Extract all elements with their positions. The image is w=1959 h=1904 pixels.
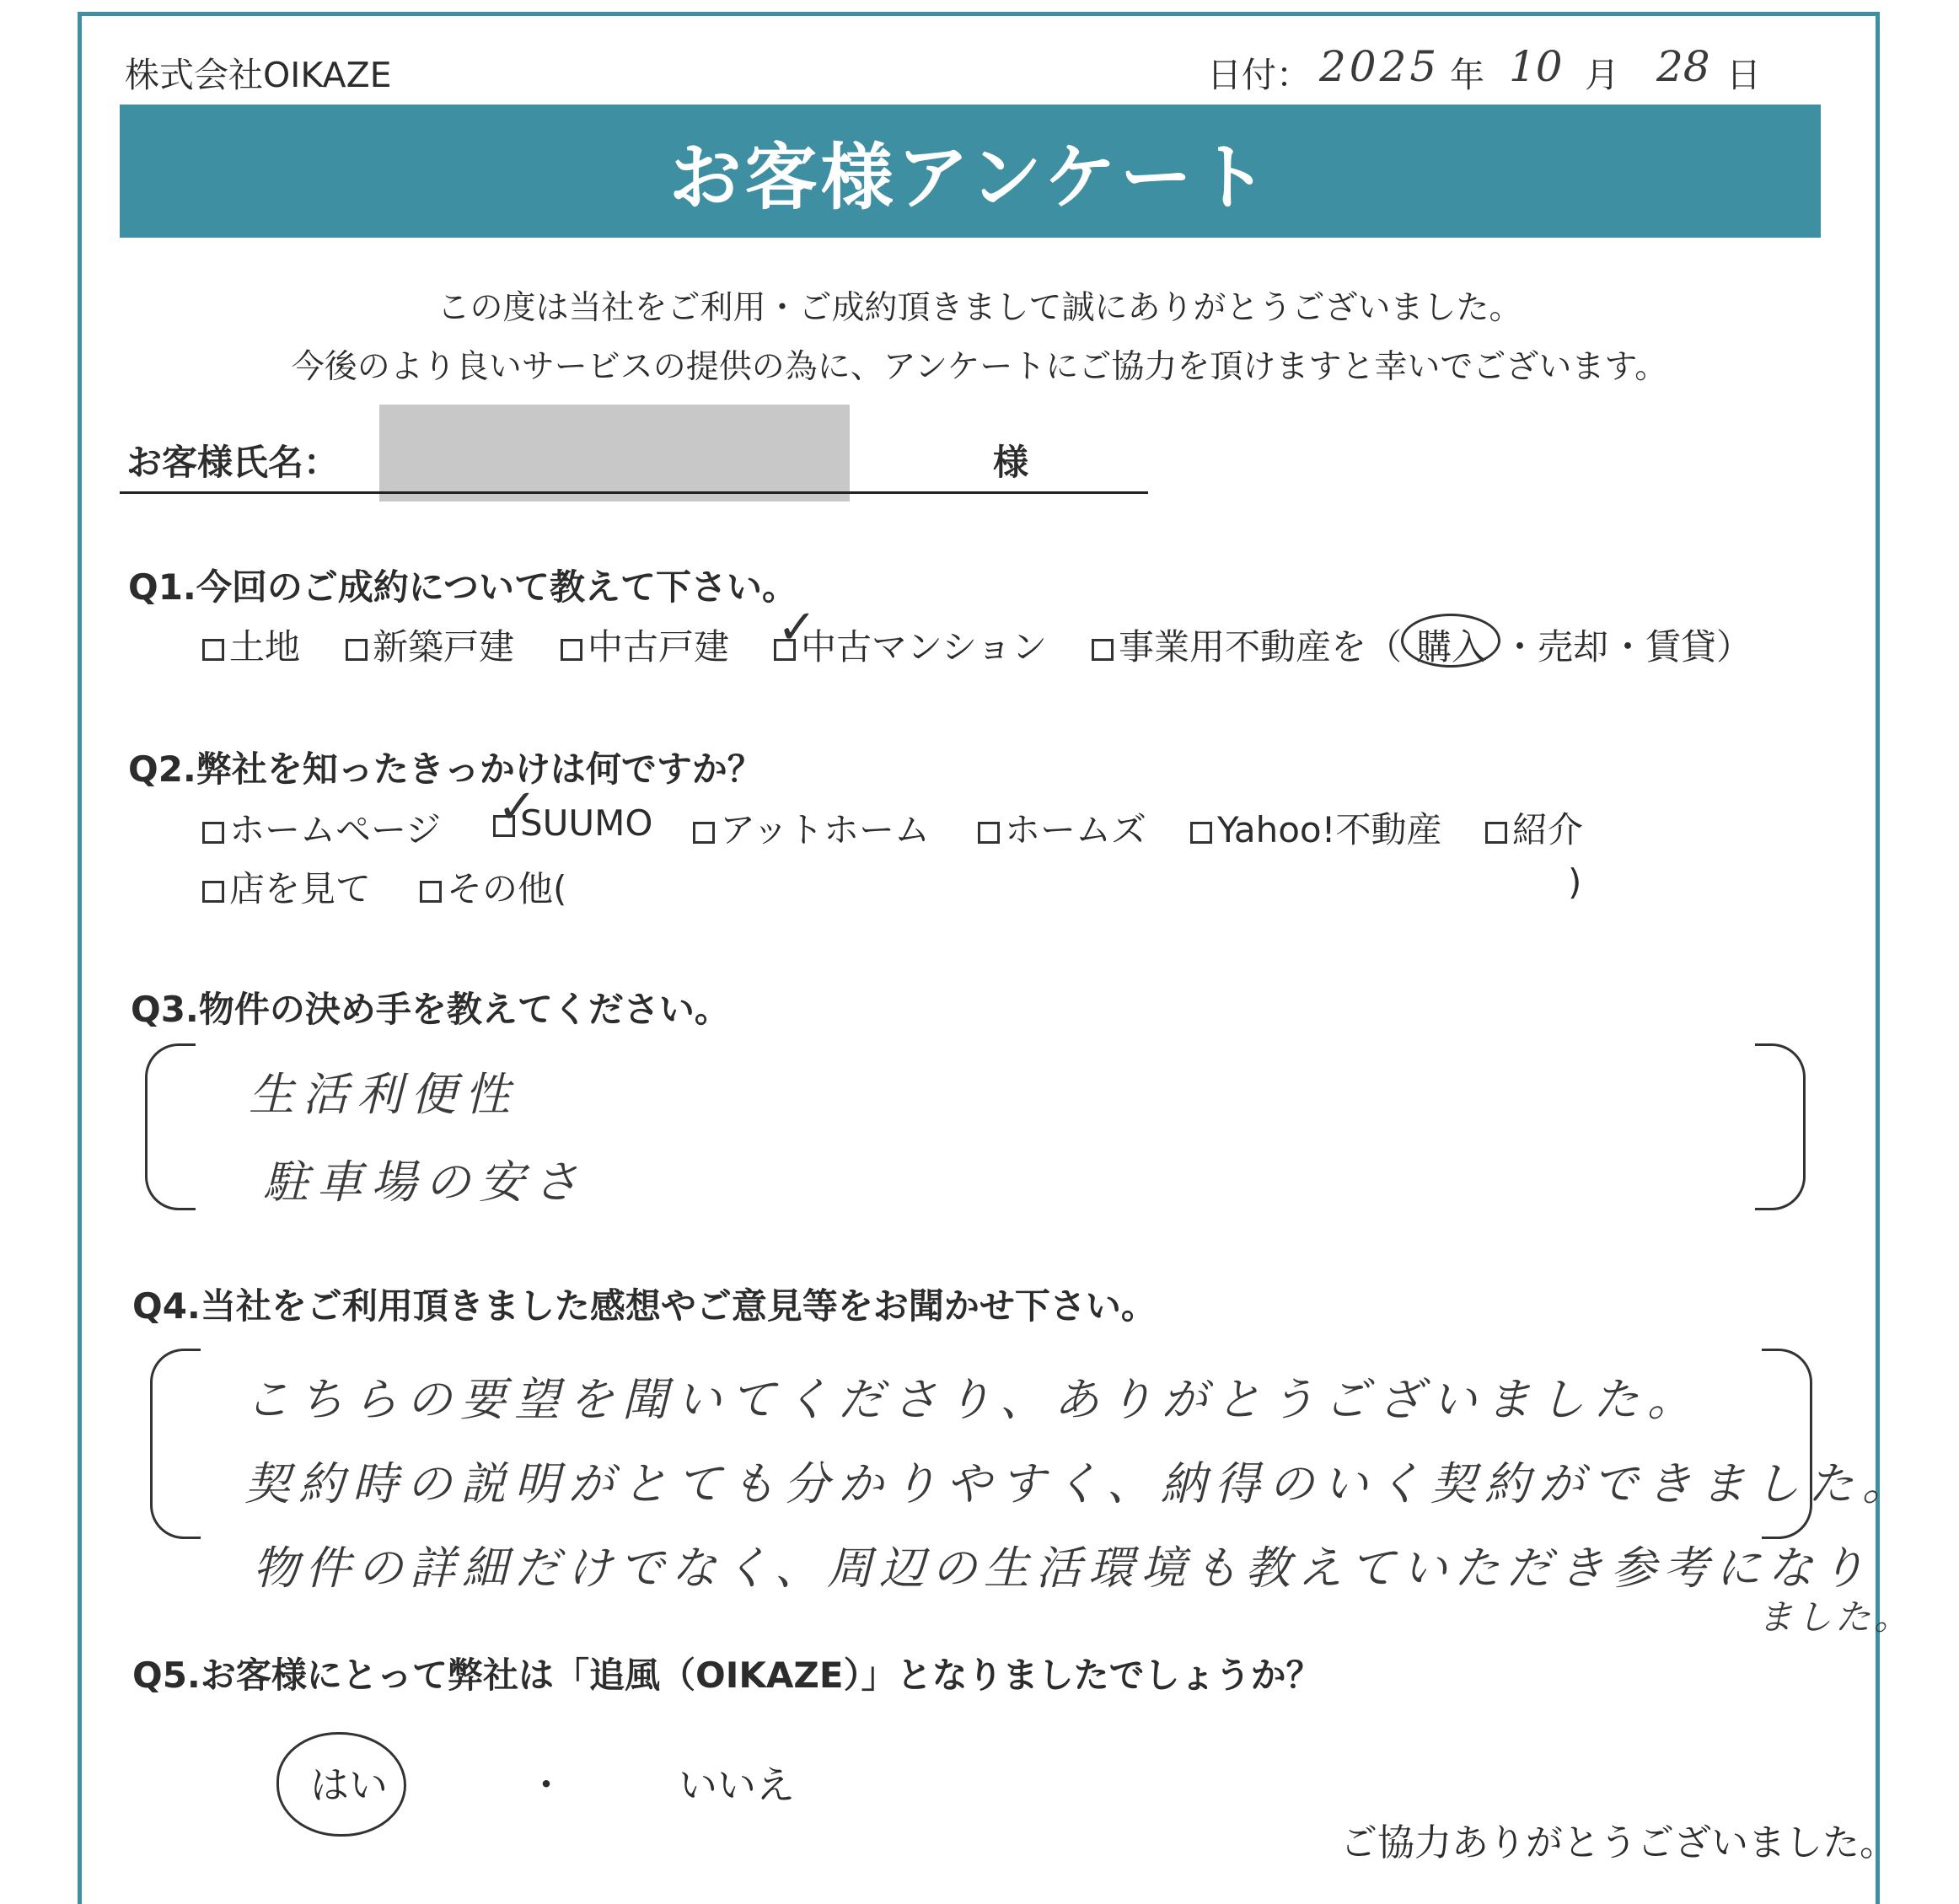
- q1-option-business[interactable]: 事業用不動産を（: [1092, 619, 1402, 670]
- q2-option-homes[interactable]: ホームズ: [978, 802, 1146, 853]
- q2-option-other[interactable]: その他(: [420, 861, 566, 912]
- q2-question: Q2.弊社を知ったきっかけは何ですか？: [128, 748, 763, 790]
- answer-bracket-right: [1755, 1043, 1806, 1210]
- date-label: 日付：: [1207, 55, 1311, 95]
- checkbox[interactable]: [1485, 822, 1507, 844]
- redacted-name-field: [379, 405, 850, 501]
- q2-option-homepage[interactable]: ホームページ: [202, 802, 441, 853]
- date-day: 28: [1656, 42, 1710, 91]
- footer-thanks: ご協力ありがとうございました。: [1340, 1821, 1897, 1864]
- q1-option-used-house[interactable]: 中古戸建: [561, 619, 729, 670]
- checkbox[interactable]: [978, 822, 1000, 844]
- date-day-unit: 日: [1726, 55, 1761, 95]
- circle-mark-icon: [1401, 614, 1500, 668]
- answer-bracket-left: [150, 1349, 201, 1539]
- checkbox[interactable]: [693, 822, 715, 844]
- date-year-unit: 年: [1450, 55, 1484, 95]
- q2-option-referral[interactable]: 紹介: [1485, 802, 1583, 853]
- q5-separator: ・: [527, 1762, 566, 1808]
- checkbox[interactable]: [561, 639, 582, 661]
- checkbox[interactable]: [420, 881, 442, 903]
- q2-option-store[interactable]: 店を見て: [202, 861, 371, 912]
- date-month-unit: 月: [1585, 55, 1619, 95]
- q3-answer-line-1: 生活利便性: [249, 1068, 518, 1121]
- intro-line-1: この度は当社をご利用・ご成約頂きまして誠にありがとうございました。: [437, 289, 1522, 327]
- q5-question: Q5.お客様にとって弊社は「追風（OIKAZE）」となりましたでしょうか？: [132, 1655, 1322, 1696]
- checkbox[interactable]: [202, 639, 224, 661]
- checkbox[interactable]: [1092, 639, 1114, 661]
- page-title: お客様アンケート: [668, 136, 1272, 220]
- checkbox[interactable]: [1190, 822, 1212, 844]
- title-banner: [120, 105, 1821, 238]
- q4-question: Q4.当社をご利用頂きました感想やご意見等をお聞かせ下さい。: [132, 1285, 1157, 1327]
- circle-mark-icon: [276, 1732, 406, 1837]
- check-mark-icon: ✓: [777, 600, 817, 655]
- q5-yes[interactable]: はい: [310, 1762, 388, 1808]
- q2-option-suumo[interactable]: SUUMO: [493, 802, 652, 844]
- company-name: 株式会社OIKAZE: [125, 55, 392, 95]
- name-underline: [120, 491, 1148, 494]
- q4-answer-line-3: 物件の詳細だけでなく、周辺の生活環境も教えていただき参考になり: [253, 1542, 1872, 1595]
- q1-question: Q1.今回のご成約について教えて下さい。: [128, 566, 798, 608]
- q2-option-athome[interactable]: アットホーム: [693, 802, 930, 853]
- q4-answer-line-4: ました。: [1758, 1596, 1913, 1638]
- q1-sub-rent[interactable]: ・賃貸）: [1610, 626, 1752, 668]
- q1-option-used-mansion[interactable]: 中古マンション: [774, 619, 1047, 670]
- q4-answer-line-2: 契約時の説明がとても分かりやすく、納得のいく契約ができました。: [244, 1457, 1916, 1510]
- date-year: 2025: [1319, 42, 1441, 91]
- q1-sub-sell[interactable]: ・売却: [1502, 626, 1609, 668]
- answer-bracket-left: [145, 1043, 196, 1210]
- checkbox[interactable]: [202, 822, 224, 844]
- date-month: 10: [1509, 42, 1563, 91]
- q2-option-yahoo[interactable]: Yahoo!不動産: [1190, 802, 1441, 853]
- q3-question: Q3.物件の決め手を教えてください。: [131, 989, 730, 1030]
- checkbox[interactable]: [346, 639, 368, 661]
- honorific: 様: [993, 442, 1029, 483]
- check-mark-icon: ✓: [497, 780, 537, 834]
- customer-name-label: お客様氏名：: [126, 442, 340, 483]
- q4-answer-line-1: こちらの要望を聞いてくださり、ありがとうございました。: [244, 1373, 1701, 1426]
- q1-option-land[interactable]: 土地: [202, 619, 300, 670]
- q2-other-close: ): [1568, 861, 1582, 903]
- checkbox[interactable]: [202, 881, 224, 903]
- q3-answer-line-2: 駐車場の安さ: [263, 1156, 587, 1209]
- q1-sub-buy[interactable]: 購入: [1416, 626, 1488, 668]
- intro-line-2: 今後のより良いサービスの提供の為に、アンケートにご協力を頂けますと幸いでございます。: [291, 348, 1668, 386]
- q1-option-new-house[interactable]: 新築戸建: [346, 619, 514, 670]
- q5-no[interactable]: いいえ: [679, 1762, 795, 1808]
